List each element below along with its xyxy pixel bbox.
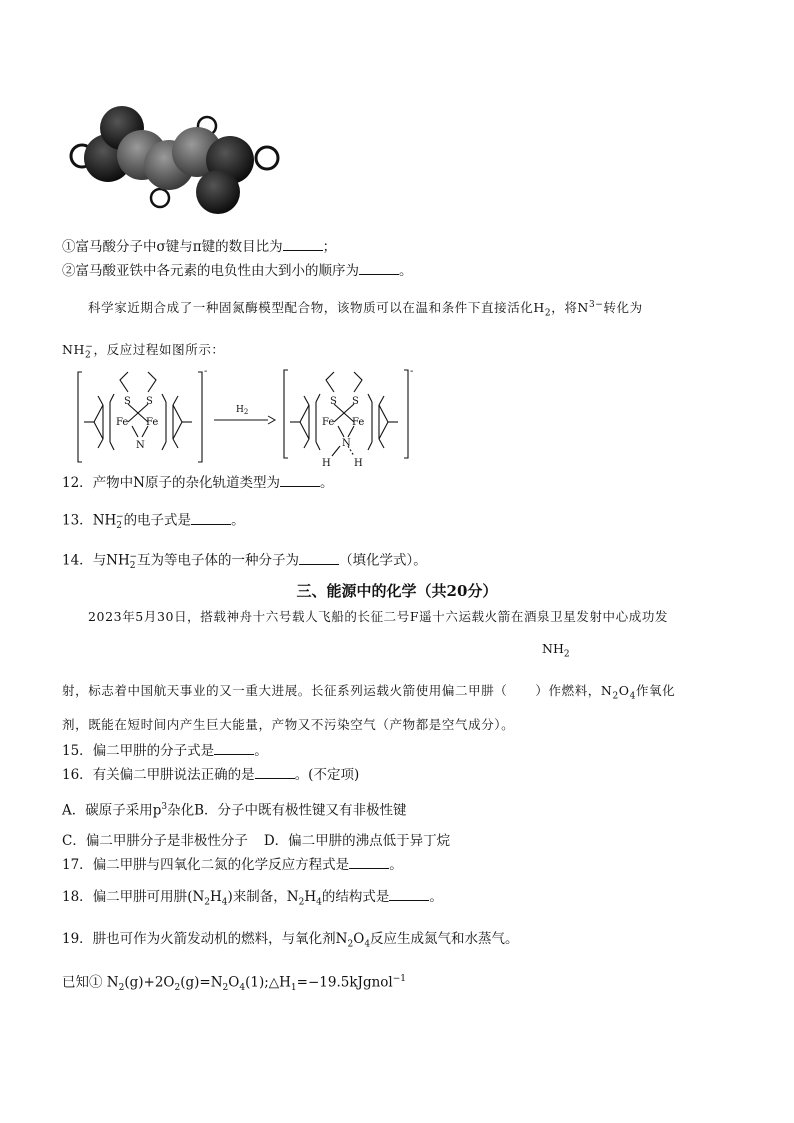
option-a[interactable]: A．碳原子采用p <box>62 802 162 819</box>
answer-blank[interactable] <box>349 856 389 869</box>
subscript: 2 <box>129 561 136 572</box>
text: (g)=N <box>180 974 223 991</box>
atom-label-n: N <box>342 438 351 449</box>
answer-blank[interactable] <box>255 766 295 779</box>
subscript: 2 <box>85 350 92 361</box>
atom-label-n: N <box>136 440 145 451</box>
subscript: 4 <box>364 939 371 950</box>
question-19 <box>62 930 519 954</box>
answer-blank[interactable] <box>283 238 323 251</box>
question-item-1 <box>62 238 336 256</box>
question-text: 的结构式是 <box>321 889 390 905</box>
text: gnol <box>362 974 393 991</box>
formula: H <box>210 889 222 905</box>
answer-blank[interactable] <box>214 742 254 755</box>
superscript: 3 <box>161 802 168 812</box>
question-text: 肼也可作为火箭发动机的燃料，与氧化剂N <box>92 931 348 947</box>
charge-label: - <box>204 366 208 377</box>
formula: NH <box>542 641 564 656</box>
nitrogenase-intro-line-2 <box>62 338 225 365</box>
section3-paragraph-line-2 <box>62 682 675 706</box>
superscript: − <box>129 552 138 562</box>
subscript: 2 <box>347 939 354 950</box>
section3-paragraph-line-1: 2023年5月30日，搭载神舟十六号载人飞船的长征二号F遥十六运载火箭在酒泉卫星发射中心成功发 <box>88 609 669 624</box>
question-text: 互为等电子体的一种分子为 <box>137 552 300 569</box>
answer-blank[interactable] <box>191 512 231 525</box>
text: O <box>228 974 240 991</box>
atom-label-s: S <box>352 396 359 407</box>
text: 科学家近期合成了一种固氮酶模型配合物，该物质可以在温和条件下直接活化H <box>88 300 545 316</box>
arrow-head <box>268 416 275 424</box>
text: =−19.5kJ <box>296 974 363 991</box>
question-text: 有关偏二甲肼说法正确的是 <box>92 767 255 783</box>
subscript: 2 <box>563 649 570 660</box>
atom-label-fe: Fe <box>352 417 365 428</box>
question-number: 17． <box>62 857 93 873</box>
atom-label-fe: Fe <box>116 417 129 428</box>
option-c[interactable]: C．偏二甲肼分子是非极性分子 <box>62 833 248 849</box>
formula: NH <box>62 342 86 358</box>
punctuation: 。 <box>320 475 334 491</box>
atom-h <box>256 147 278 169</box>
formula: ) <box>227 889 233 905</box>
atom-label-s: S <box>146 396 153 407</box>
question-number: 13． <box>62 512 93 529</box>
punctuation: 。 <box>389 857 403 873</box>
atom-label-fe: Fe <box>322 417 335 428</box>
question-text: 与NH <box>92 552 130 569</box>
question-number: 16． <box>62 767 93 783</box>
question-item-2 <box>62 262 413 280</box>
question-text: 反应生成氮气和水蒸气。 <box>370 931 519 947</box>
text: ）作燃料，N <box>535 683 613 698</box>
formula: NH <box>92 512 117 529</box>
subscript: 4 <box>221 897 228 908</box>
section-title: 三、能源中的化学（共20分） <box>296 582 498 600</box>
given-equation <box>62 970 406 997</box>
subscript: 2 <box>612 691 619 702</box>
text: 转化为 <box>603 300 643 316</box>
nitrogenase-intro-line-1 <box>88 296 643 323</box>
subscript: 2 <box>118 983 125 994</box>
question-text: 偏二甲肼的分子式是 <box>92 743 215 759</box>
atom-label-h: H <box>322 458 331 469</box>
text: O <box>618 683 630 698</box>
question-text: ②富马酸亚铁中各元素的电负性由大到小的顺序为 <box>62 263 359 279</box>
question-number: 14． <box>62 552 93 569</box>
answer-blank[interactable] <box>359 262 399 275</box>
question-number: 15． <box>62 743 93 759</box>
superscript: 3− <box>588 300 604 310</box>
subscript: 2 <box>204 897 211 908</box>
text: ，将N <box>551 300 589 316</box>
question-15 <box>62 742 268 760</box>
nh2-structure-label <box>542 640 570 664</box>
option-d[interactable]: D．偏二甲肼的沸点低于异丁烷 <box>263 833 451 849</box>
atom-label-s: S <box>330 396 337 407</box>
subscript: 4 <box>239 983 246 994</box>
question-text: （填化学式）。 <box>339 552 427 569</box>
question-18 <box>62 888 443 912</box>
punctuation: 。 <box>429 889 443 905</box>
subscript: 4 <box>629 691 636 702</box>
question-16 <box>62 766 359 784</box>
punctuation: 。 <box>231 512 245 529</box>
subscript: 1 <box>290 983 297 994</box>
option-b[interactable]: 杂化B．分子中既有极性键又有非极性键 <box>167 802 407 819</box>
atom-label-s: S <box>124 396 131 407</box>
text: ，反应过程如图所示： <box>93 342 225 358</box>
question-text: 偏二甲肼与四氧化二氮的化学反应方程式是 <box>92 857 350 873</box>
question-text: ①富马酸分子中σ键与π键的数目比为 <box>62 239 283 255</box>
charge-label: - <box>410 366 414 377</box>
atom-label-fe: Fe <box>146 417 159 428</box>
subscript: 2 <box>222 983 229 994</box>
atom-label-h: H <box>354 458 363 469</box>
question-number: 18． <box>62 889 93 905</box>
subscript: 2 <box>298 897 305 908</box>
reagent-label: $H_2$ <box>236 405 249 416</box>
question-16-options-cd <box>62 832 450 850</box>
answer-blank[interactable] <box>299 552 339 565</box>
question-number: 19． <box>62 931 93 947</box>
question-12 <box>62 474 334 492</box>
formula: (N <box>187 889 205 905</box>
text: (g)+2O <box>124 974 175 991</box>
text: 射，标志着中国航天事业的又一重大进展。长征系列运载火箭使用偏二甲肼（ <box>62 683 508 698</box>
question-text: 。(不定项) <box>294 767 360 783</box>
question-13 <box>62 508 245 535</box>
subscript: 2 <box>544 308 552 319</box>
answer-blank[interactable] <box>280 474 320 487</box>
reaction-scheme-figure <box>70 362 420 472</box>
question-14 <box>62 548 427 575</box>
punctuation: 。 <box>254 743 268 759</box>
question-text: 偏二甲肼可用肼 <box>92 889 188 905</box>
subscript: 2 <box>174 983 181 994</box>
subscript: 4 <box>316 897 322 908</box>
atom-o <box>196 170 240 214</box>
question-16-options-ab[interactable] <box>62 798 407 820</box>
text: 已知① N <box>62 974 119 991</box>
punctuation: ； <box>322 239 337 255</box>
question-text: 产物中N原子的杂化轨道类型为 <box>92 475 280 491</box>
superscript: − <box>85 342 94 352</box>
section3-paragraph-line-3: 剂，既能在短时间内产生巨大能量，产物又不污染空气（产物都是空气成分）。 <box>62 717 515 732</box>
punctuation: 。 <box>399 263 413 279</box>
text: 作氧化 <box>635 683 676 698</box>
superscript: − <box>116 512 124 522</box>
question-text: 的电子式是 <box>123 512 192 529</box>
answer-blank[interactable] <box>389 888 429 901</box>
fumaric-acid-molecule-figure <box>62 100 292 225</box>
formula: O <box>353 931 365 947</box>
text: (1);△H <box>245 974 291 991</box>
atom-h <box>151 189 169 207</box>
formula: H <box>304 889 317 905</box>
question-17 <box>62 856 403 874</box>
question-number: 12． <box>62 475 93 491</box>
subscript: 2 <box>116 521 123 532</box>
question-text: 来制备，N <box>232 889 299 905</box>
superscript: −1 <box>392 974 407 984</box>
